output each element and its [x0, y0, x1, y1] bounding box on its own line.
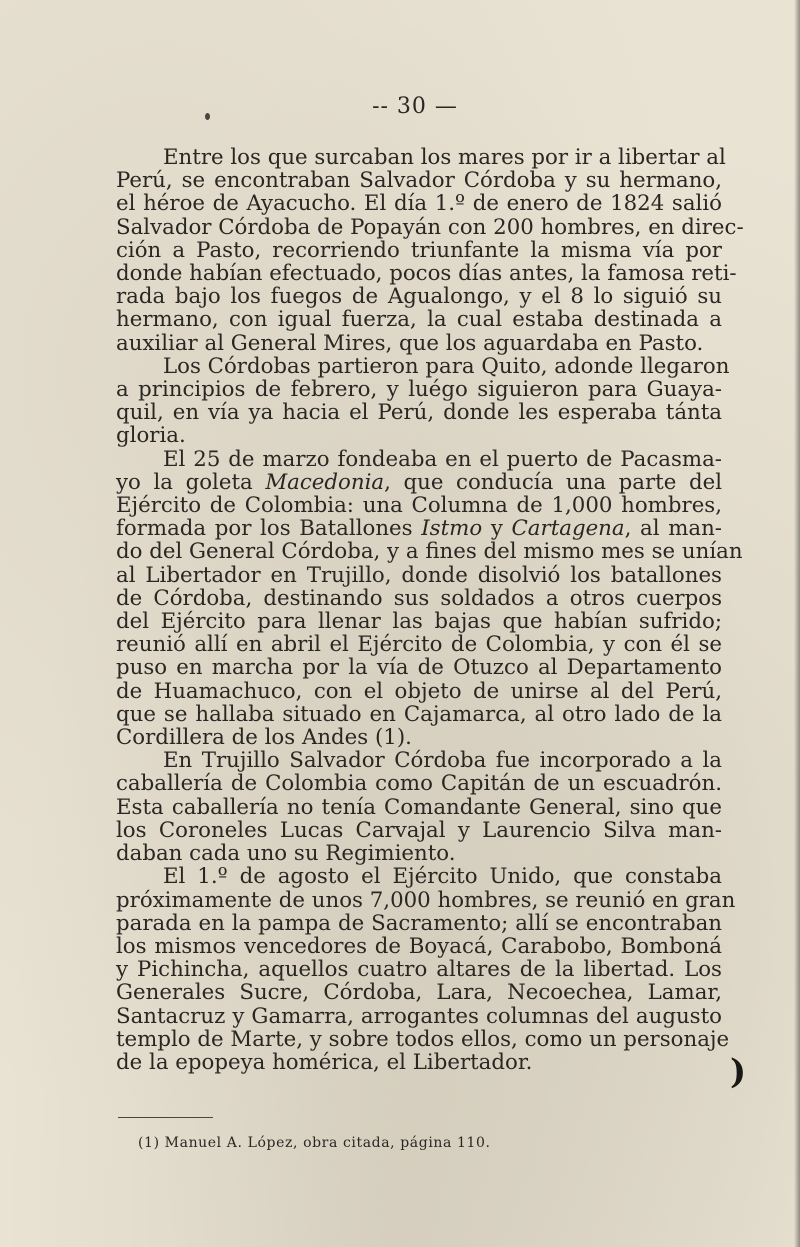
paragraph	[116, 353, 730, 449]
text-line: Santacruz y Gamarra, arrogantes columnas del augusto	[116, 1003, 722, 1029]
text-line: auxiliar al General Mires, que los aguardaba en Pasto.	[116, 330, 704, 356]
text-line: quil, en vía ya hacia el Perú, donde les esperaba tánta	[116, 400, 722, 426]
text-line: puso en marcha por la vía de Otuzco al Departamento	[116, 655, 722, 681]
margin-bracket-mark: )	[730, 1052, 747, 1092]
text-line: de la epopeya homérica, el Libertador.	[116, 1049, 533, 1075]
text-line: de Huamachuco, con el objeto de unirse al del Perú,	[116, 678, 722, 704]
text-line: al Libertador en Trujillo, donde disolvió los batallones	[116, 562, 722, 588]
paragraph	[116, 749, 722, 865]
text-line: El 1.º de agosto el Ejército Unido, que constaba	[163, 864, 722, 890]
text-line: El 25 de marzo fondeaba en el puerto de Pacasma-	[163, 446, 722, 472]
text-line: yo la goleta Macedonia, que conducía una parte del	[116, 469, 723, 495]
text-line: ción a Pasto, recorriendo triunfante la misma vía por	[116, 237, 722, 263]
text-line: Perú, se encontraban Salvador Córdoba y su hermano,	[116, 168, 722, 194]
text-line: Entre los que surcaban los mares por ir a libertar al	[163, 145, 726, 170]
text-line: donde habían efectuado, pocos días antes, la famosa reti-	[116, 261, 737, 287]
page-edge-shadow	[794, 0, 800, 1247]
text-line: los Coroneles Lucas Carvajal y Laurencio Silva man-	[116, 817, 722, 843]
footnote-rule	[118, 1117, 213, 1118]
text-line: do del General Córdoba, y a fines del mismo mes se unían	[116, 539, 743, 565]
footnote: (1) Manuel A. López, obra citada, página 110.	[138, 1135, 491, 1151]
text-line: formada por los Batallones Istmo y Cartagena, al man-	[116, 516, 722, 542]
text-line: parada en la pampa de Sacramento; allí se encontraban	[116, 910, 722, 936]
text-line: gloria.	[116, 423, 186, 449]
text-line: próximamente de unos 7,000 hombres, se reunió en gran	[116, 887, 736, 913]
paragraph	[116, 446, 743, 751]
text-line: hermano, con igual fuerza, la cual estaba destinada a	[116, 307, 722, 333]
text-line: Ejército de Colombia: una Columna de 1,000 hombres,	[116, 493, 722, 519]
text-line: del Ejército para llenar las bajas que habían sufrido;	[116, 609, 722, 635]
text-line: Cordillera de los Andes (1).	[116, 725, 412, 751]
body-text	[116, 145, 744, 1075]
text-line: y Pichincha, aquellos cuatro altares de la libertad. Los	[116, 957, 722, 983]
text-line: Esta caballería no tenía Comandante General, sino que	[116, 794, 722, 820]
paragraph	[116, 864, 736, 1075]
text-line: rada bajo los fuegos de Agualongo, y el 8 lo siguió su	[116, 284, 722, 310]
text-line: los mismos vencedores de Boyacá, Carabobo, Bomboná	[116, 933, 722, 959]
text-line: templo de Marte, y sobre todos ellos, como un personaje	[116, 1026, 730, 1052]
text-line: En Trujillo Salvador Córdoba fue incorporado a la	[163, 748, 722, 774]
text-line: reunió allí en abril el Ejército de Colombia, y con él se	[116, 632, 722, 658]
page-number: -- 30 —	[372, 94, 458, 119]
text-line: que se hallaba situado en Cajamarca, al otro lado de la	[116, 701, 722, 727]
text-line: caballería de Colombia como Capitán de un escuadrón.	[116, 771, 722, 797]
text-line: de Córdoba, destinando sus soldados a otros cuerpos	[116, 585, 722, 611]
text-line: Generales Sucre, Córdoba, Lara, Necoechea, Lamar,	[116, 980, 722, 1006]
text-line: a principios de febrero, y luégo siguieron para Guaya-	[116, 377, 722, 403]
text-line: Los Córdobas partieron para Quito, adonde llegaron	[163, 353, 730, 379]
text-line: Salvador Córdoba de Popayán con 200 hombres, en direc-	[116, 214, 744, 240]
text-line: el héroe de Ayacucho. El día 1.º de enero de 1824 salió	[116, 191, 722, 217]
text-line: daban cada uno su Regimiento.	[116, 841, 456, 867]
paragraph	[116, 145, 744, 356]
